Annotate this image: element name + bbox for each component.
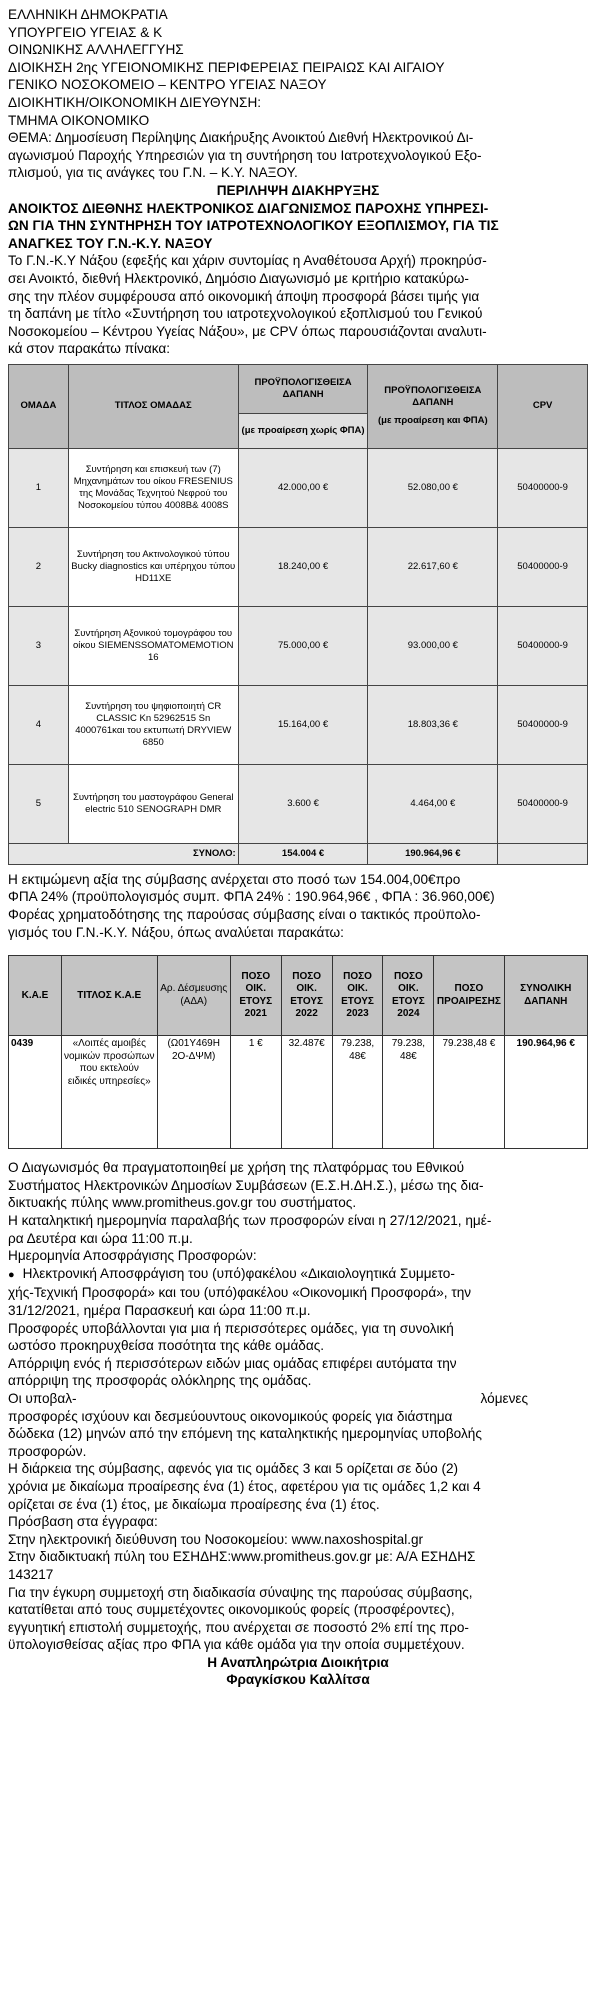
- platform-paragraph: [8, 1159, 588, 1212]
- kae-amount-2022: 32.487€: [281, 1036, 332, 1149]
- duration-paragraph: [8, 1460, 588, 1513]
- main-title-line: ΑΝΟΙΚΤΟΣ ΔΙΕΘΝΗΣ ΗΛΕΚΤΡΟΝΙΚΟΣ ΔΙΑΓΩΝΙΣΜΟΣ ΠΑΡΟΧΗΣ ΥΠΗΡΕΣΙ-: [8, 200, 489, 216]
- kae-code: 0439: [9, 1036, 62, 1149]
- header-line: ΤΜΗΜΑ ΟΙΚΟΝΟΜΙΚΟ: [8, 112, 150, 128]
- kae-table: [8, 955, 588, 1149]
- estimate-paragraph: [8, 871, 588, 941]
- total-cpv-empty: [498, 843, 588, 864]
- kae-amount-2021: 1 €: [230, 1036, 281, 1149]
- text-line: απόρριψη της προσφοράς ολόκληρης της ομάδας.: [8, 1373, 312, 1389]
- text-line: Η διάρκεια της σύμβασης, αφενός για τις ομάδες 3 και 5 ορίζεται σε δύο (2): [8, 1461, 459, 1477]
- group-gross-cost: 18.803,36 €: [368, 685, 498, 764]
- intro-line: σει Ανοικτό, διεθνή Ηλεκτρονικό, Δημόσιο Διαγωνισμό με κριτήριο κατακύρω-: [8, 270, 469, 286]
- text-line: Ο Διαγωνισμός θα πραγματοποιηθεί με χρήση της πλατφόρμας του Εθνικού: [8, 1160, 465, 1176]
- group-number: 3: [9, 606, 69, 685]
- guarantee-paragraph: [8, 1584, 588, 1654]
- table-row: [9, 1036, 588, 1149]
- groups-table-header-row: [9, 364, 588, 413]
- group-cpv: 50400000-9: [498, 685, 588, 764]
- text-line: Προσφορές υποβάλλονται για μια ή περισσότερες ομάδες, για τη συνολική: [8, 1320, 454, 1336]
- text-line: εγγυητική επιστολή συμμετοχής, που ανέρχεται σε ποσοστό 2% επί της προ-: [8, 1619, 469, 1635]
- validity-first-line: [8, 1390, 588, 1408]
- text-line: ωστόσο προκηρυχθείσα ποσότητα της κάθε ομάδας.: [8, 1338, 325, 1354]
- header-line: ΟΙΝΩΝΙΚΗΣ ΑΛΛΗΛΕΓΓΥΗΣ: [8, 42, 184, 58]
- group-gross-cost: 22.617,60 €: [368, 527, 498, 606]
- header-title: ΤΙΤΛΟΣ ΟΜΑΔΑΣ: [68, 364, 238, 448]
- opening-bullet: [8, 1265, 588, 1320]
- summary-title: ΠΕΡΙΛΗΨΗ ΔΙΑΚΗΡΥΞΗΣ: [216, 182, 380, 198]
- intro-line: Νοσοκομείου – Κέντρου Υγείας Νάξου», με CPV όπως παρουσιάζονται αναλυτι-: [8, 323, 487, 339]
- header-line: ΔΙΟΙΚΗΤΙΚΗ/ΟΙΚΟΝΟΜΙΚΗ ΔΙΕΥΘΥΝΣΗ:: [8, 94, 262, 110]
- group-net-cost: 3.600 €: [238, 764, 368, 843]
- estimate-line: Φορέας χρηματοδότησης της παρούσας σύμβασης είναι ο τακτικός προϋπολο-: [8, 907, 481, 923]
- group-net-cost: 42.000,00 €: [238, 448, 368, 527]
- deadline-paragraph: [8, 1212, 588, 1247]
- group-number: 4: [9, 685, 69, 764]
- subject-line: πλισμού, για τις ανάγκες του Γ.Ν. – Κ.Υ. ΝΑΞΟΥ.: [8, 165, 298, 181]
- subject-line: ΘΕΜΑ: Δημοσίευση Περίληψης Διακήρυξης Ανοικτού Διεθνή Ηλεκτρονικού Δι-: [8, 130, 474, 146]
- header-cpv: CPV: [498, 364, 588, 448]
- text-line: δώδεκα (12) μηνών από την επόμενη της καταληκτικής ημερομηνίας υποβολής: [8, 1426, 482, 1442]
- text-line: ρα Δευτέρα και ώρα 11:00 π.μ.: [8, 1230, 193, 1246]
- group-number: 2: [9, 527, 69, 606]
- header-gross: [368, 364, 498, 448]
- header-group: ΟΜΑΔΑ: [9, 364, 69, 448]
- group-title: Συντήρηση Αξονικού τομογράφου του οίκου SIEMENSSOMATOMEMOTION 16: [68, 606, 238, 685]
- header-net: ΠΡΟΫΠΟΛΟΓΙΣΘΕΙΣΑ ΔΑΠΑΝΗ: [238, 364, 368, 413]
- subject-block: [8, 129, 588, 182]
- text-line: 31/12/2021, ημέρα Παρασκευή και ώρα 11:00 π.μ.: [8, 1303, 311, 1318]
- group-cpv: 50400000-9: [498, 527, 588, 606]
- group-gross-cost: 4.464,00 €: [368, 764, 498, 843]
- main-title-line: ΩΝ ΓΙΑ ΤΗΝ ΣΥΝΤΗΡΗΣΗ ΤΟΥ ΙΑΤΡΟΤΕΧΝΟΛΟΓΙΚΟΥ ΕΞΟΠΛΙΣΜΟΥ, ΓΙΑ ΤΙΣ: [8, 218, 499, 234]
- text-line: προσφορές ισχύουν και δεσμεύουντους οικονομικούς φορείς για διάστημα: [8, 1408, 453, 1424]
- group-net-cost: 75.000,00 €: [238, 606, 368, 685]
- validity-paragraph: [8, 1408, 588, 1461]
- group-number: 1: [9, 448, 69, 527]
- kae-amount-2023: 79.238, 48€: [332, 1036, 383, 1149]
- table-row: [9, 448, 588, 527]
- text-line: χρόνια με δικαίωμα προαίρεσης ένα (1) έτος, αφετέρου για τις ομάδες 1,2 και 4: [8, 1478, 481, 1494]
- groups-table: [8, 364, 588, 865]
- table-row: [9, 685, 588, 764]
- group-title: Συντήρηση του μαστογράφου General electric 510 SENOGRAPH DMR: [68, 764, 238, 843]
- text-line: χής-Τεχνική Προσφορά» και του (υπό)φακέλου «Οικονομική Προσφορά», την: [8, 1285, 472, 1301]
- table-row: [9, 606, 588, 685]
- text-line: 143217: [8, 1566, 54, 1582]
- text-line: Η καταληκτική ημερομηνία παραλαβής των προσφορών είναι η 27/12/2021, ημέ-: [8, 1213, 492, 1229]
- estimate-line: Η εκτιμώμενη αξία της σύμβασης ανέρχεται στο ποσό των 154.004,00€προ: [8, 871, 461, 887]
- kae-header: ΤΙΤΛΟΣ Κ.Α.Ε: [61, 956, 157, 1036]
- kae-option-amount: 79.238,48 €: [434, 1036, 504, 1149]
- total-label: ΣΥΝΟΛΟ:: [9, 843, 239, 864]
- offers-paragraph: [8, 1320, 588, 1355]
- header-line: ΕΛΛΗΝΙΚΗ ΔΗΜΟΚΡΑΤΙΑ: [8, 7, 168, 22]
- rejection-paragraph: [8, 1355, 588, 1390]
- kae-title: «Λοιπές αμοιβές νομικών προσώπων που εκτελούν ειδικές υπηρεσίες»: [61, 1036, 157, 1149]
- estimate-line: γισμός του Γ.Ν.-Κ.Υ. Νάξου, όπως αναλύεται παρακάτω:: [8, 924, 344, 940]
- header-line: ΓΕΝΙΚΟ ΝΟΣΟΚΟΜΕΙΟ – ΚΕΝΤΡΟ ΥΓΕΙΑΣ ΝΑΞΟΥ: [8, 77, 327, 93]
- text-line: δικτυακής πύλης www.promitheus.gov.gr του συστήματος.: [8, 1195, 357, 1211]
- group-title: Συντήρηση και επισκευή των (7) Μηχανημάτων του οίκου FRESENIUS της Μονάδας Τεχνητού Νεφρού του Νοσοκομείου τύπου 4008B& 4008S: [68, 448, 238, 527]
- intro-line: τη δαπάνη με τίτλο «Συντήρηση του ιατροτεχνολογικού εξοπλισμού του Γενικού: [8, 306, 483, 322]
- signature-name: Φραγκίσκου Καλλίτσα: [226, 1672, 370, 1688]
- group-title: Συντήρηση του Ακτινολογικού τύπου Bucky diagnostics και υπέρηχου τύπου HD11XE: [68, 527, 238, 606]
- group-gross-cost: 52.080,00 €: [368, 448, 498, 527]
- groups-table-wrapper: [8, 364, 588, 865]
- text-line: κατατίθεται από τους συμμετέχοντες οικονομικούς φορείς (προσφέροντες),: [8, 1602, 455, 1618]
- group-gross-cost: 93.000,00 €: [368, 606, 498, 685]
- group-number: 5: [9, 764, 69, 843]
- access-title: Πρόσβαση στα έγγραφα:: [8, 1514, 158, 1530]
- header-block: [8, 6, 588, 129]
- kae-header: Κ.Α.Ε: [9, 956, 62, 1036]
- validity-right: λόμενες: [480, 1390, 528, 1406]
- main-title-line: ΑΝΑΓΚΕΣ ΤΟΥ Γ.Ν.-Κ.Υ. ΝΑΞΟΥ: [8, 235, 213, 251]
- group-cpv: 50400000-9: [498, 606, 588, 685]
- table-row: [9, 764, 588, 843]
- header-gross-label: ΠΡΟΫΠΟΛΟΓΙΣΘΕΙΣΑ ΔΑΠΑΝΗ: [384, 385, 482, 409]
- kae-header: Αρ. Δέσμευσης (ΑΔΑ): [157, 956, 230, 1036]
- header-line: ΔΙΟΙΚΗΣΗ 2ης ΥΓΕΙΟΝΟΜΙΚΗΣ ΠΕΡΙΦΕΡΕΙΑΣ ΠΕΙΡΑΙΩΣ ΚΑΙ ΑΙΓΑΙΟΥ: [8, 59, 445, 75]
- kae-header-row: [9, 956, 588, 1036]
- intro-line: Το Γ.Ν.-Κ.Υ Νάξου (εφεξής και χάριν συντομίας η Αναθέτουσα Αρχή) προκηρύσ-: [8, 253, 487, 269]
- header-line: ΥΠΟΥΡΓΕΙΟ ΥΓΕΙΑΣ & Κ: [8, 24, 163, 40]
- text-line: Στην ηλεκτρονική διεύθυνση του Νοσοκομείου: www.naxoshospital.gr: [8, 1531, 424, 1547]
- text-line: προσφορών.: [8, 1443, 87, 1459]
- text-line: Στην διαδικτυακή πύλη του ΕΣΗΔΗΣ:www.promitheus.gov.gr με: Α/Α ΕΣΗΔΗΣ: [8, 1549, 476, 1565]
- signature-role: Η Αναπληρώτρια Διοικήτρια: [207, 1654, 389, 1670]
- kae-header: ΣΥΝΟΛΙΚΗ ΔΑΠΑΝΗ: [504, 956, 588, 1036]
- total-gross: 190.964,96 €: [368, 843, 498, 864]
- kae-header: ΠΟΣΟ ΠΡΟΑΙΡΕΣΗΣ: [434, 956, 504, 1036]
- kae-total: 190.964,96 €: [504, 1036, 588, 1149]
- opening-title: Ημερομηνία Αποσφράγισης Προσφορών:: [8, 1248, 257, 1264]
- text-line: Συστήματος Ηλεκτρονικών Δημοσίων Συμβάσεων (Ε.Σ.Η.ΔΗ.Σ.), μέσω της δια-: [8, 1177, 484, 1193]
- table-row: [9, 527, 588, 606]
- group-cpv: 50400000-9: [498, 764, 588, 843]
- text-line: Για την έγκυρη συμμετοχή στη διαδικασία σύναψης της παρούσας σύμβασης,: [8, 1584, 473, 1600]
- groups-total-row: [9, 843, 588, 864]
- kae-commitment: (Ω01Υ469Η 2Ο-ΔΨΜ): [157, 1036, 230, 1149]
- group-title: Συντήρηση του ψηφιοποιητή CR CLASSIC Κn 52962515 Sn 4000761και του εκτυπωτή DRYVIEW 6850: [68, 685, 238, 764]
- kae-header: ΠΟΣΟ ΟΙΚ. ΕΤΟΥΣ 2021: [230, 956, 281, 1036]
- intro-line: σης την πλέον συμφέρουσα από οικονομική άποψη προσφορά βάσει τιμής για: [8, 288, 480, 304]
- group-net-cost: 15.164,00 €: [238, 685, 368, 764]
- subject-line: αγωνισμού Παροχής Υπηρεσιών για τη συντήρηση του Ιατροτεχνολογικού Εξο-: [8, 147, 482, 163]
- text-line: ● Ηλεκτρονική Αποσφράγιση του (υπό)φακέλου «Δικαιολογητικά Συμμετο-: [8, 1265, 588, 1285]
- validity-left: Οι υποβαλ-: [8, 1390, 77, 1406]
- text-line: ορίζεται σε ένα (1) έτος, με δικαίωμα προαίρεσης ένα (1) έτος.: [8, 1496, 380, 1512]
- total-net: 154.004 €: [238, 843, 368, 864]
- access-paragraph: [8, 1531, 588, 1584]
- kae-amount-2024: 79.238, 48€: [383, 1036, 434, 1149]
- kae-header: ΠΟΣΟ ΟΙΚ. ΕΤΟΥΣ 2022: [281, 956, 332, 1036]
- header-net-note: (με προαίρεση χωρίς ΦΠΑ): [238, 413, 368, 448]
- intro-paragraph: [8, 252, 588, 358]
- kae-header: ΠΟΣΟ ΟΙΚ. ΕΤΟΥΣ 2024: [383, 956, 434, 1036]
- kae-header: ΠΟΣΟ ΟΙΚ. ΕΤΟΥΣ 2023: [332, 956, 383, 1036]
- main-title: [8, 200, 588, 253]
- header-gross-note: (με προαίρεση και ΦΠΑ): [378, 415, 488, 427]
- group-cpv: 50400000-9: [498, 448, 588, 527]
- group-net-cost: 18.240,00 €: [238, 527, 368, 606]
- kae-table-wrapper: [8, 955, 588, 1149]
- intro-line: κά στον παρακάτω πίνακα:: [8, 341, 170, 357]
- text-line: ϋπολογισθείσας αξίας προ ΦΠΑ για κάθε ομάδα για την οποία συμμετέχουν.: [8, 1637, 465, 1653]
- text-line: Απόρριψη ενός ή περισσότερων ειδών μιας ομάδας επιφέρει αυτόματα την: [8, 1355, 457, 1371]
- estimate-line: ΦΠΑ 24% (προϋπολογισμός συμπ. ΦΠΑ 24% : 190.964,96€ , ΦΠΑ : 36.960,00€): [8, 889, 495, 905]
